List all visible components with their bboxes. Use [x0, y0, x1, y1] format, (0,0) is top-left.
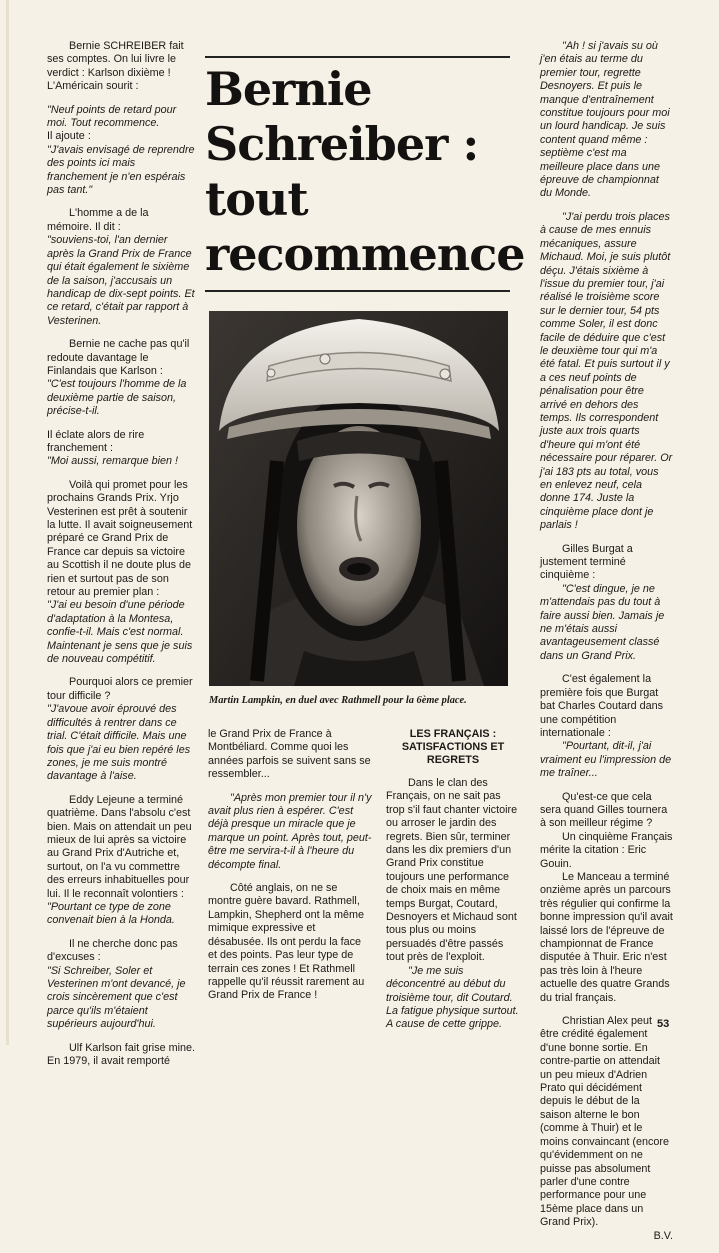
- title-line: Bernie: [205, 62, 372, 116]
- author-signature: B.V.: [653, 1229, 673, 1242]
- quote: "Ah ! si j'avais su où j'en étais au terme du premier tour, regrette Desnoyers. Et puis le manque d'entraînement constitue toujours pour moi un lourd handicap. Je suis content quand même : septième c'est ma meilleure place dans une épreuve de championnat du Monde.: [540, 40, 670, 200]
- article-title: [205, 62, 525, 282]
- paragraph: Côté anglais, on ne se montre guère bavard. Rathmell, Lampkin, Shepherd ont la même mimique expressive et désabusée. Ils ont perdu la face et des points. Pas leur type de terrain ces zones ! Et Rathmell rappelle qu'il réussit rarement au Grand Prix de France !: [208, 882, 365, 1002]
- paragraph: Il ajoute :: [47, 130, 91, 143]
- paragraph: Eddy Lejeune a terminé quatrième. Dans l'absolu c'est bien. Mais on attendait un peu mieux de lui après sa victoire au Grand Prix d'Autriche et, surtout, on l'a vu commettre des erreurs inhabituelles pour lui. Il le reconnaît volontiers :: [47, 793, 192, 900]
- title-line: recommence: [205, 227, 525, 281]
- quote: "J'avoue avoir éprouvé des difficultés à rentrer dans ce trial. C'était difficile. Mais une fois que j'ai eu bien repéré les zones, je me suis montré davantage à l'aise.: [47, 703, 191, 783]
- quote: "Je me suis déconcentré au début du troisième tour, dit Coutard. La fatigue physique surtout. A cause de cette grippe.: [386, 964, 519, 1031]
- title-rule-top: [205, 56, 510, 58]
- paragraph: Qu'est-ce que cela sera quand Gilles tournera à son meilleur régime ?: [540, 790, 668, 830]
- paragraph: Bernie ne cache pas qu'il redoute davantage le Finlandais que Karlson :: [47, 338, 190, 377]
- column-1: [47, 40, 195, 1078]
- paragraph: Il éclate alors de rire franchement :: [47, 428, 145, 454]
- title-line: Schreiber :: [205, 117, 479, 171]
- title-line: tout: [205, 172, 308, 226]
- quote: "J'ai eu besoin d'une période d'adaptation à la Montesa, confie-t-il. Mais c'est normal. Maintenant je sens que je suis de nouveau compétitif.: [47, 599, 193, 666]
- paragraph: Bernie SCHREIBER fait ses comptes. On lui livre le verdict : Karlson dixième ! L'Américain sourit :: [47, 40, 184, 93]
- paragraph: Gilles Burgat a justement terminé cinquième :: [540, 542, 633, 582]
- paragraph: le Grand Prix de France à Montbéliard. Comme quoi les années parfois se suivent sans se ressembler...: [208, 728, 371, 781]
- photo-caption: Martin Lampkin, en duel avec Rathmell pour la 6ème place.: [209, 695, 467, 706]
- paragraph: Un cinquième Français mérite la citation : Eric Gouin.: [540, 830, 673, 870]
- paragraph: Le Manceau a terminé onzième après un parcours très régulier qui confirme la bonne impression qu'il avait laissé lors de l'épreuve de championnat de France disputée à Thuir. Eric n'est pas très loin à l'heure actuelle des quatre Grands du trial français.: [540, 870, 673, 1004]
- quote: "Moi aussi, remarque bien !: [47, 455, 179, 468]
- paragraph: Christian Alex peut être crédité également d'une bonne sortie. En contre-partie on attendait un peu mieux d'Adrien Prato qui décidément depuis le début de la saison alterne le bon (comme à Thuir) et le moins convaincant (encore qu'évidemment on ne puisse pas absolument parler d'une contre performance pour une 15ème place dans un Grand Prix).: [540, 1015, 670, 1229]
- paragraph: C'est également la première fois que Burgat bat Charles Coutard dans une compétition internationale :: [540, 673, 664, 739]
- column-3: [386, 728, 520, 1042]
- paragraph: Voilà qui promet pour les prochains Grands Prix. Yrjo Vesterinen est prêt à soutenir la lutte. Il avait soigneusement préparé ce Grand Prix de France car depuis sa victoire au Scottish il ne doute plus de rien et surtout pas de son retour au premier plan :: [47, 478, 193, 599]
- title-rule-bottom: [205, 290, 510, 292]
- quote: "J'ai perdu trois places à cause de mes ennuis mécaniques, assure Michaud. Moi, je suis plutôt déçu. J'étais sixième à l'issue du premier tour, j'ai réalisé le troisième score sur le dernier tour, 54 pts comme Soler, il est donc facile de déduire que c'est le deuxième tour qui m'a été fatal. Et puis surtout il y a ces neuf points de pénalisation pour être arrivé en dehors des temps. Ils correspondent juste aux trois quarts d'heure qui m'ont été nécessaire pour réparer. Or j'ai 183 pts au total, vous en enlevez neuf, cela donne 174. Juste la cinquième place dont je parlais !: [540, 210, 673, 532]
- paragraph: Dans le clan des Français, on ne sait pas trop s'il faut chanter victoire ou arroser le jardin des regrets. Bien sûr, terminer dans les dix premiers d'un Grand Prix constitue toujours une performance de choix mais en même temps Burgat, Coutard, Desnoyers et Michaud sont tous plus ou moins persuadés d'être passés tout près de l'exploit.: [386, 777, 518, 964]
- quote: "Pourtant ce type de zone convenait bien à la Honda.: [47, 900, 175, 927]
- quote: "Si Schreiber, Soler et Vesterinen m'ont devancé, je crois sincèrement que c'est parce qu'ils m'étaient supérieurs aujourd'hui.: [47, 964, 186, 1031]
- column-2: [208, 728, 372, 1013]
- section-heading: LES FRANÇAIS : SATISFACTIONS ET REGRETS: [401, 728, 505, 766]
- quote: "C'est dingue, je ne m'attendais pas du tout à faire aussi bien. Jamais je ne m'étais aussi avantageusement classé dans un Grand Prix.: [540, 582, 665, 662]
- paragraph: L'homme a de la mémoire. Il dit :: [47, 207, 149, 233]
- page-edge: [6, 0, 9, 1045]
- paragraph: Ulf Karlson fait grise mine. En 1979, il avait remporté: [47, 1041, 196, 1068]
- paragraph: Pourquoi alors ce premier tour difficile ?: [47, 676, 193, 702]
- quote: "C'est toujours l'homme de la deuxième partie de saison, précise-t-il.: [47, 378, 187, 418]
- quote: "Neuf points de retard pour moi. Tout recommence.: [47, 103, 177, 130]
- paragraph: Il ne cherche donc pas d'excuses :: [47, 937, 178, 964]
- quote: "souviens-toi, l'an dernier après la Grand Prix de France qui était également le sixième de la saison, j'accusais un handicap de dix-sept points. Et ce retard, c'était par rapport à Vesterinen.: [47, 234, 195, 327]
- quote: "Pourtant, dit-il, j'ai vraiment eu l'impression de me traîner...: [540, 740, 672, 780]
- quote: "Après mon premier tour il n'y avait plus rien à espérer. C'est déjà presque un miracle que je marque un point. Après tout, peut-être me servira-t-il à l'heure du décompte final.: [208, 791, 372, 871]
- rider-photo: [209, 311, 508, 686]
- column-4: [540, 40, 673, 1253]
- quote: "J'avais envisagé de reprendre des points ici mais franchement je n'en espérais pas tant.": [47, 143, 195, 197]
- page-number: 53: [657, 1018, 670, 1030]
